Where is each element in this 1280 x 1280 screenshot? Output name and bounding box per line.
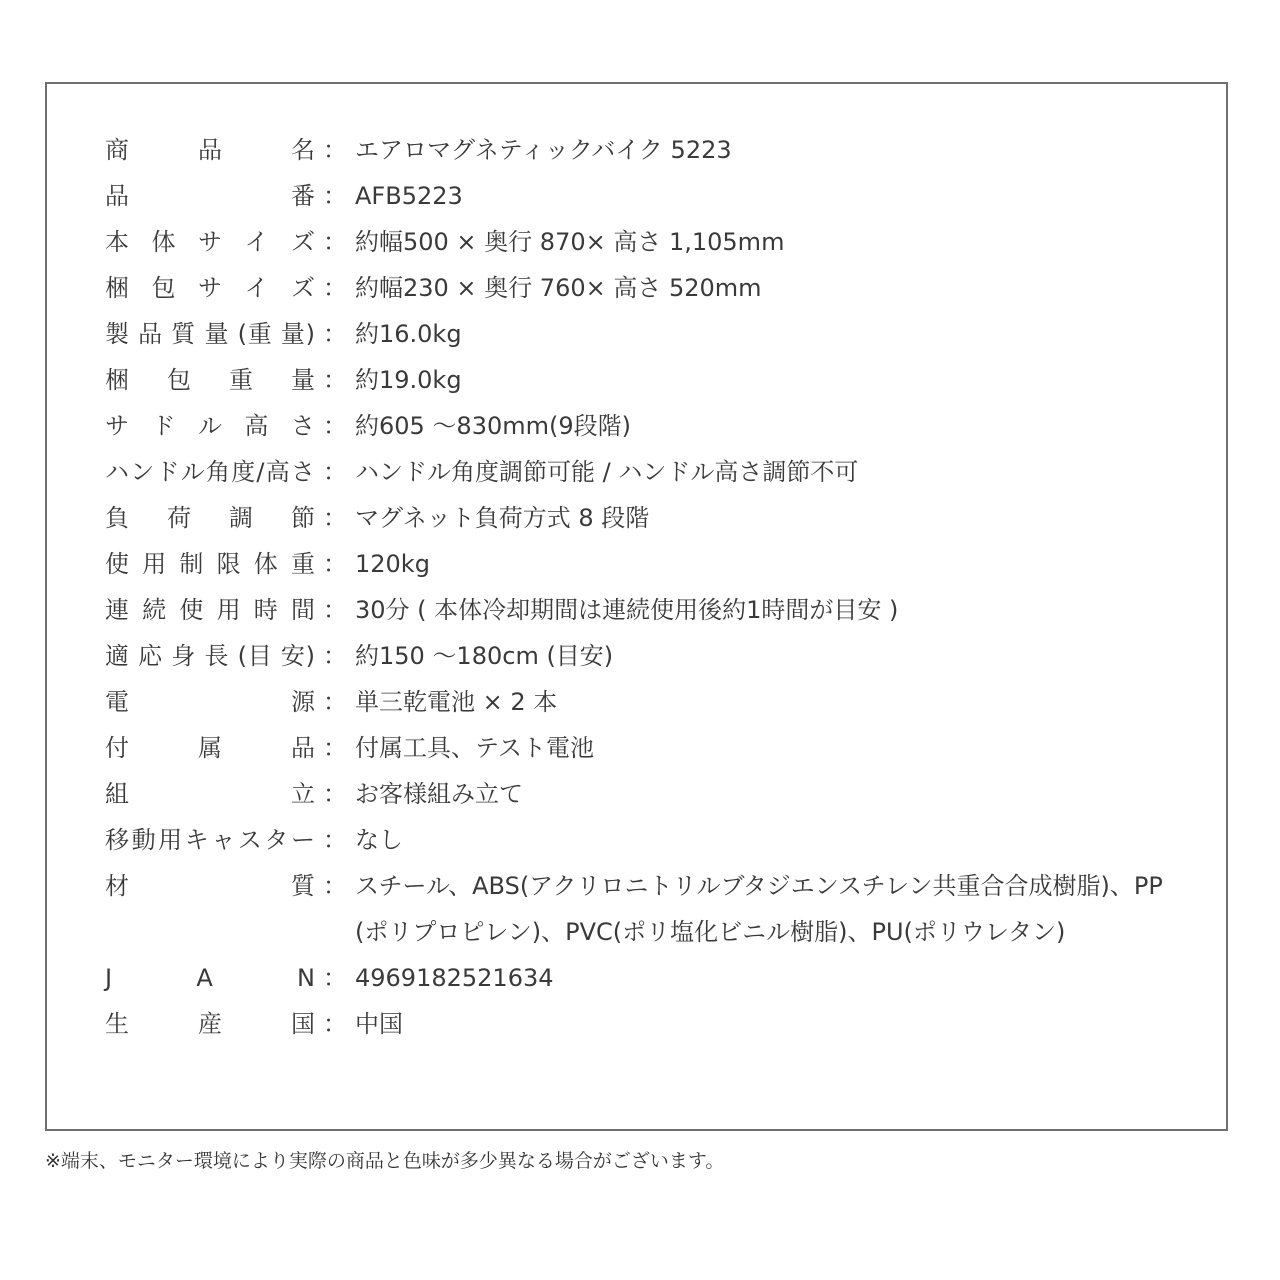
spec-value: なし	[355, 826, 403, 854]
spec-row	[105, 587, 1165, 633]
spec-value: スチール、ABS(アクリロニトリルブタジエンスチレン共重合合成樹脂)、PP(ポリプロピレン)、PVC(ポリ塩化ビニル樹脂)、PU(ポリウレタン)	[355, 872, 1163, 946]
spec-value: 約150 ～180cm (目安)	[355, 642, 614, 670]
spec-row	[105, 449, 1165, 495]
colon: ：	[323, 182, 347, 210]
spec-row	[105, 771, 1165, 817]
colon: ：	[323, 366, 347, 394]
spec-row	[105, 173, 1165, 219]
spec-label: 商 品 名	[105, 136, 315, 164]
colon: ：	[323, 550, 347, 578]
spec-value: 30分 ( 本体冷却期間は連続使用後約1時間が目安 )	[355, 596, 899, 624]
colon: ：	[323, 412, 347, 440]
spec-row	[105, 265, 1165, 311]
spec-row	[105, 817, 1165, 863]
colon: ：	[323, 826, 347, 854]
spec-label: 製 品 質 量 (重 量)	[105, 320, 315, 348]
spec-label: ハンドル角度/高さ	[105, 458, 315, 486]
spec-row	[105, 633, 1165, 679]
spec-row	[105, 679, 1165, 725]
spec-value: 120kg	[355, 550, 430, 578]
spec-label: 連 続 使 用 時 間	[105, 596, 315, 624]
spec-label: J A N	[105, 964, 315, 992]
spec-row	[105, 495, 1165, 541]
spec-label: 移動用キャスター	[105, 826, 315, 854]
spec-table	[105, 127, 1165, 1047]
colon: ：	[323, 458, 347, 486]
spec-label: 使 用 制 限 体 重	[105, 550, 315, 578]
spec-row	[105, 403, 1165, 449]
colon: ：	[323, 274, 347, 302]
spec-value: 約19.0kg	[355, 366, 462, 394]
spec-value: 約幅500 × 奥行 870× 高さ 1,105mm	[355, 228, 785, 256]
spec-value: 付属工具、テスト電池	[355, 734, 595, 762]
spec-value: マグネット負荷方式 8 段階	[355, 504, 650, 532]
spec-row	[105, 311, 1165, 357]
colon: ：	[323, 780, 347, 808]
spec-label: 梱 包 サ イ ズ	[105, 274, 315, 302]
spec-label: 組 立	[105, 780, 315, 808]
spec-value: 約幅230 × 奥行 760× 高さ 520mm	[355, 274, 762, 302]
spec-label: 生 産 国	[105, 1010, 315, 1038]
colon: ：	[323, 734, 347, 762]
spec-label: 本 体 サ イ ズ	[105, 228, 315, 256]
spec-label: 付 属 品	[105, 734, 315, 762]
spec-value: 4969182521634	[355, 964, 554, 992]
spec-row	[105, 357, 1165, 403]
spec-value: エアロマグネティックバイク 5223	[355, 136, 732, 164]
spec-value: お客様組み立て	[355, 780, 523, 808]
colon: ：	[323, 320, 347, 348]
disclaimer-note: ※端末、モニター環境により実際の商品と色味が多少異なる場合がございます。	[45, 1150, 725, 1172]
spec-label: 品 番	[105, 182, 315, 210]
spec-label: サ ド ル 高 さ	[105, 412, 315, 440]
spec-label: 負 荷 調 節	[105, 504, 315, 532]
spec-value: 約16.0kg	[355, 320, 462, 348]
spec-label: 材 質	[105, 872, 315, 900]
colon: ：	[323, 872, 347, 900]
spec-value: 中国	[355, 1010, 403, 1038]
colon: ：	[323, 228, 347, 256]
spec-row	[105, 863, 1165, 955]
spec-row	[105, 541, 1165, 587]
spec-value: ハンドル角度調節可能 / ハンドル高さ調節不可	[355, 458, 859, 486]
spec-label: 適 応 身 長 (目 安)	[105, 642, 315, 670]
spec-value: AFB5223	[355, 182, 463, 210]
spec-row	[105, 1001, 1165, 1047]
colon: ：	[323, 596, 347, 624]
spec-row	[105, 219, 1165, 265]
colon: ：	[323, 964, 347, 992]
colon: ：	[323, 642, 347, 670]
spec-row	[105, 955, 1165, 1001]
spec-label: 電 源	[105, 688, 315, 716]
spec-row	[105, 127, 1165, 173]
spec-value: 単三乾電池 × 2 本	[355, 688, 558, 716]
spec-value: 約605 ～830mm(9段階)	[355, 412, 631, 440]
colon: ：	[323, 688, 347, 716]
colon: ：	[323, 504, 347, 532]
colon: ：	[323, 1010, 347, 1038]
spec-label: 梱 包 重 量	[105, 366, 315, 394]
spec-row	[105, 725, 1165, 771]
colon: ：	[323, 136, 347, 164]
